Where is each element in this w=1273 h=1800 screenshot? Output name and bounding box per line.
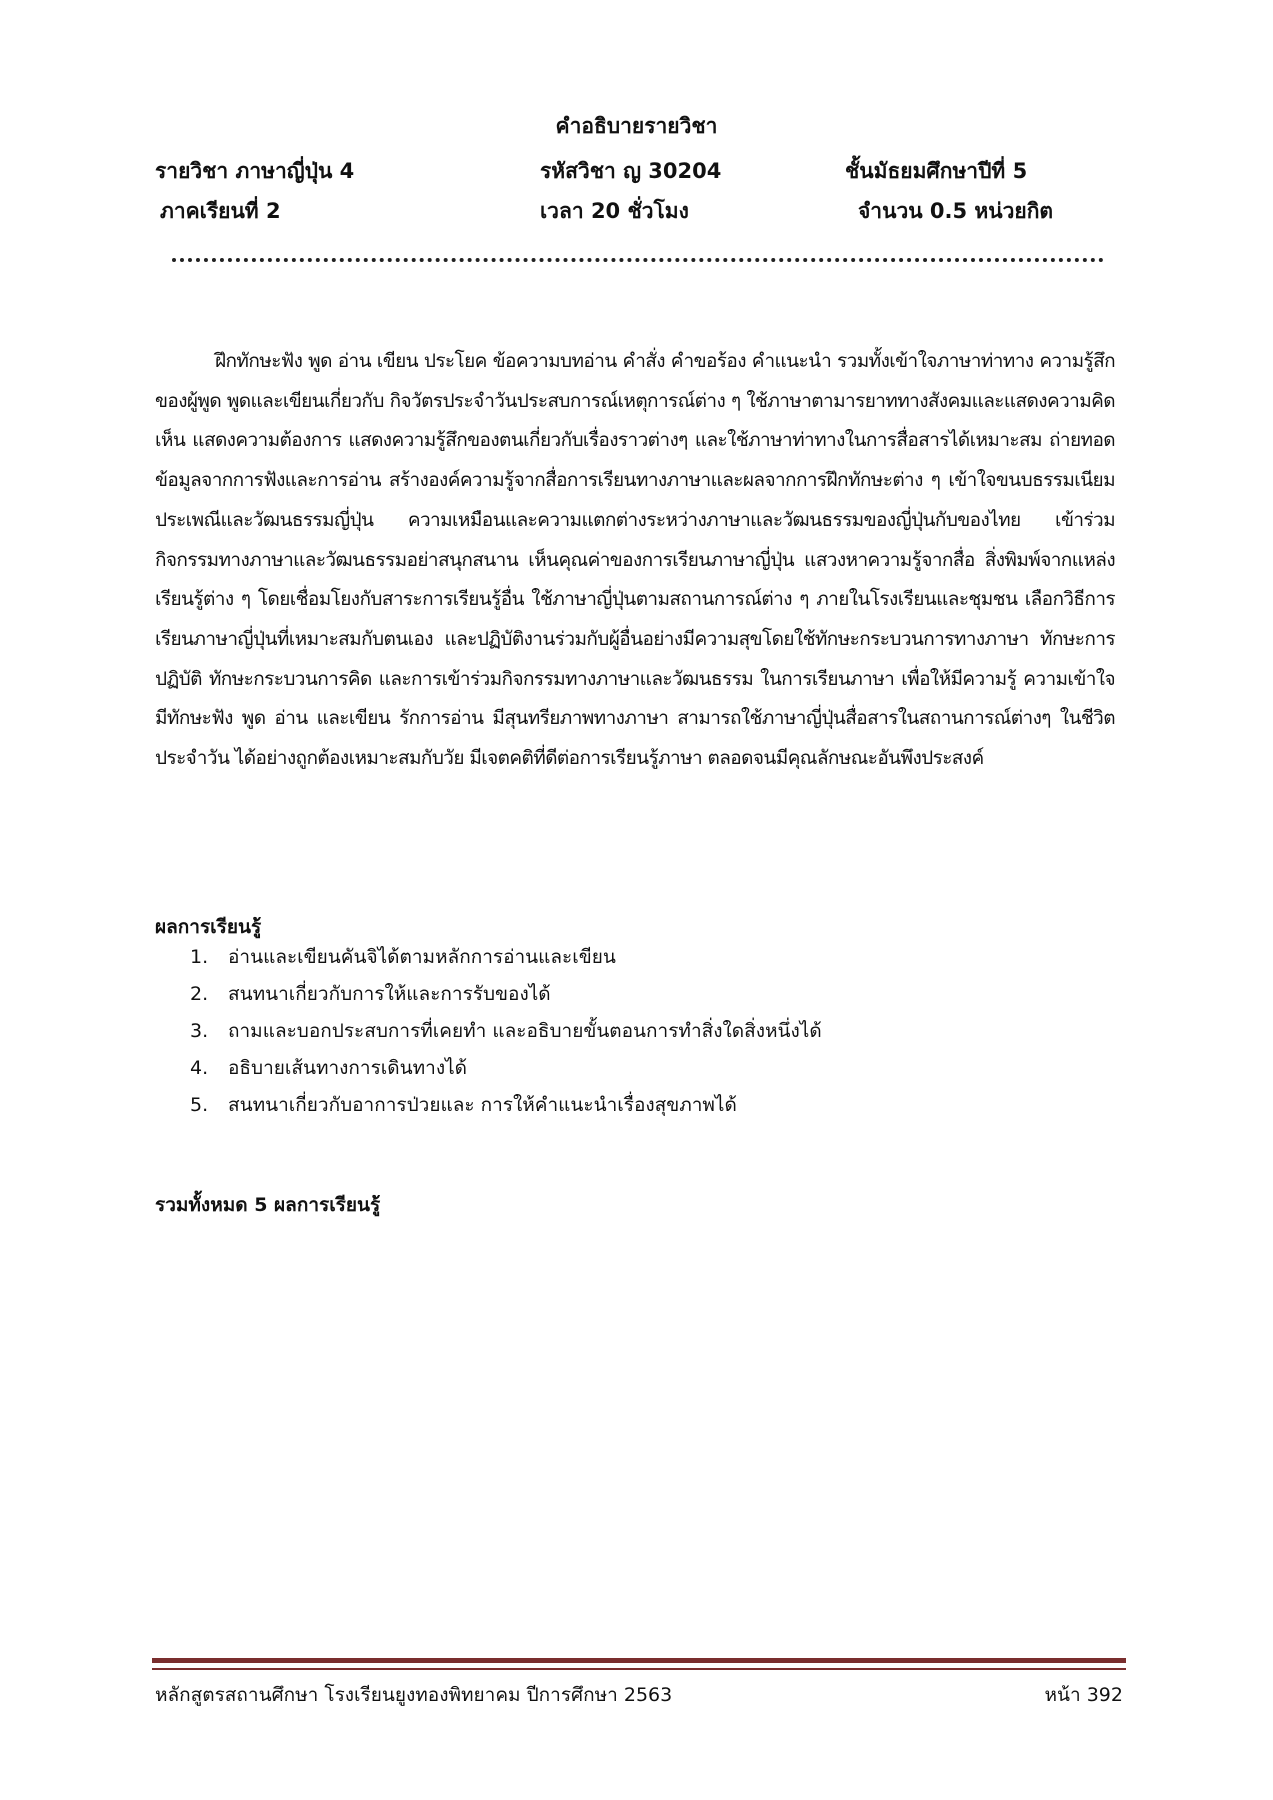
list-item [190,976,1090,1013]
list-item-number: 5. [190,1094,209,1116]
page-title: คำอธิบายรายวิชา [555,114,718,138]
list-item-text: อ่านและเขียนคันจิได้ตามหลักการอ่านและเขียน [228,946,616,968]
footer-divider [152,1658,1126,1663]
list-item-text: ถามและบอกประสบการที่เคยทำ และอธิบายขั้นตอนการทำสิ่งใดสิ่งหนึ่งได้ [228,1020,822,1042]
dotted-divider [172,258,1104,262]
semester: ภาคเรียนที่ 2 [160,199,281,223]
list-item-number: 4. [190,1057,209,1079]
list-item [190,1013,1090,1050]
subject-name: รายวิชา ภาษาญี่ปุ่น 4 [155,159,355,183]
list-item-text: สนทนาเกี่ยวกับอาการป่วยและ การให้คำแนะนำเรื่องสุขภาพได้ [228,1094,737,1116]
list-item-number: 3. [190,1020,209,1042]
footer-divider-thin [152,1668,1126,1670]
list-item [190,939,1090,976]
list-item-text: สนทนาเกี่ยวกับการให้และการรับของได้ [228,983,551,1005]
list-item-number: 1. [190,946,209,968]
grade-level: ชั้นมัธยมศึกษาปีที่ 5 [845,159,1028,183]
study-hours: เวลา 20 ชั่วโมง [540,199,689,223]
list-item-number: 2. [190,983,209,1005]
course-description: ฝึกทักษะฟัง พูด อ่าน เขียน ประโยค ข้อความบทอ่าน คำสั่ง คำขอร้อง คำแนะนำ รวมทั้งเข้าใจภาษาท่าทาง ความรู้สึกของผู้พูด พูดและเขียนเกี่ยวกับ กิจวัตรประจำวันประสบการณ์เหตุการณ์ต่าง ๆ ใช้ภาษาตามารยาททางสังคมและแสดงความคิดเห็น แสดงความต้องการ แสดงความรู้สึกของตนเกี่ยวกับเรื่องราวต่างๆ และใช้ภาษาท่าทางในการสื่อสารได้เหมาะสม ถ่ายทอดข้อมูลจากการฟังและการอ่าน สร้างองค์ความรู้จากสื่อการเรียนทางภาษาและผลจากการฝึกทักษะต่าง ๆ เข้าใจขนบธรรมเนียมประเพณีและวัฒนธรรมญี่ปุ่น ความเหมือนและความแตกต่างระหว่างภาษาและวัฒนธรรมของญี่ปุ่นกับของไทย เข้าร่วมกิจกรรมทางภาษาและวัฒนธรรมอย่าสนุกสนาน เห็นคุณค่าของการเรียนภาษาญี่ปุ่น แสวงหาความรู้จากสื่อ สิ่งพิมพ์จากแหล่งเรียนรู้ต่าง ๆ โดยเชื่อมโยงกับสาระการเรียนรู้อื่น ใช้ภาษาญี่ปุ่นตามสถานการณ์ต่าง ๆ ภายในโรงเรียนและชุมชน เลือกวิธีการเรียนภาษาญี่ปุ่นที่เหมาะสมกับตนเอง และปฏิบัติงานร่วมกับผู้อื่นอย่างมีความสุขโดยใช้ทักษะกระบวนการทางภาษา ทักษะการปฏิบัติ ทักษะกระบวนการคิด และการเข้าร่วมกิจกรรมทางภาษาและวัฒนธรรม ในการเรียนภาษา เพื่อให้มีความรู้ ความเข้าใจ มีทักษะฟัง พูด อ่าน และเขียน รักการอ่าน มีสุนทรียภาพทางภาษา สามารถใช้ภาษาญี่ปุ่นสื่อสารในสถานการณ์ต่างๆ ในชีวิตประจำวัน ได้อย่างถูกต้องเหมาะสมกับวัย มีเจตคติที่ดีต่อการเรียนรู้ภาษา ตลอดจนมีคุณลักษณะอันพึงประสงค์ [155,350,1115,770]
subject-code: รหัสวิชา ญ 30204 [540,159,722,183]
list-item [190,1050,1090,1087]
list-item [190,1087,1090,1124]
list-item-text: อธิบายเส้นทางการเดินทางได้ [228,1057,467,1079]
outcomes-total: รวมทั้งหมด 5 ผลการเรียนรู้ [155,1194,381,1216]
page-number: หน้า 392 [1044,1684,1123,1706]
outcomes-heading: ผลการเรียนรู้ [155,916,262,938]
outcomes-list [190,939,1090,1124]
footer-curriculum: หลักสูตรสถานศึกษา โรงเรียนยูงทองพิทยาคม ปีการศึกษา 2563 [155,1684,673,1706]
credits: จำนวน 0.5 หน่วยกิต [858,199,1054,223]
